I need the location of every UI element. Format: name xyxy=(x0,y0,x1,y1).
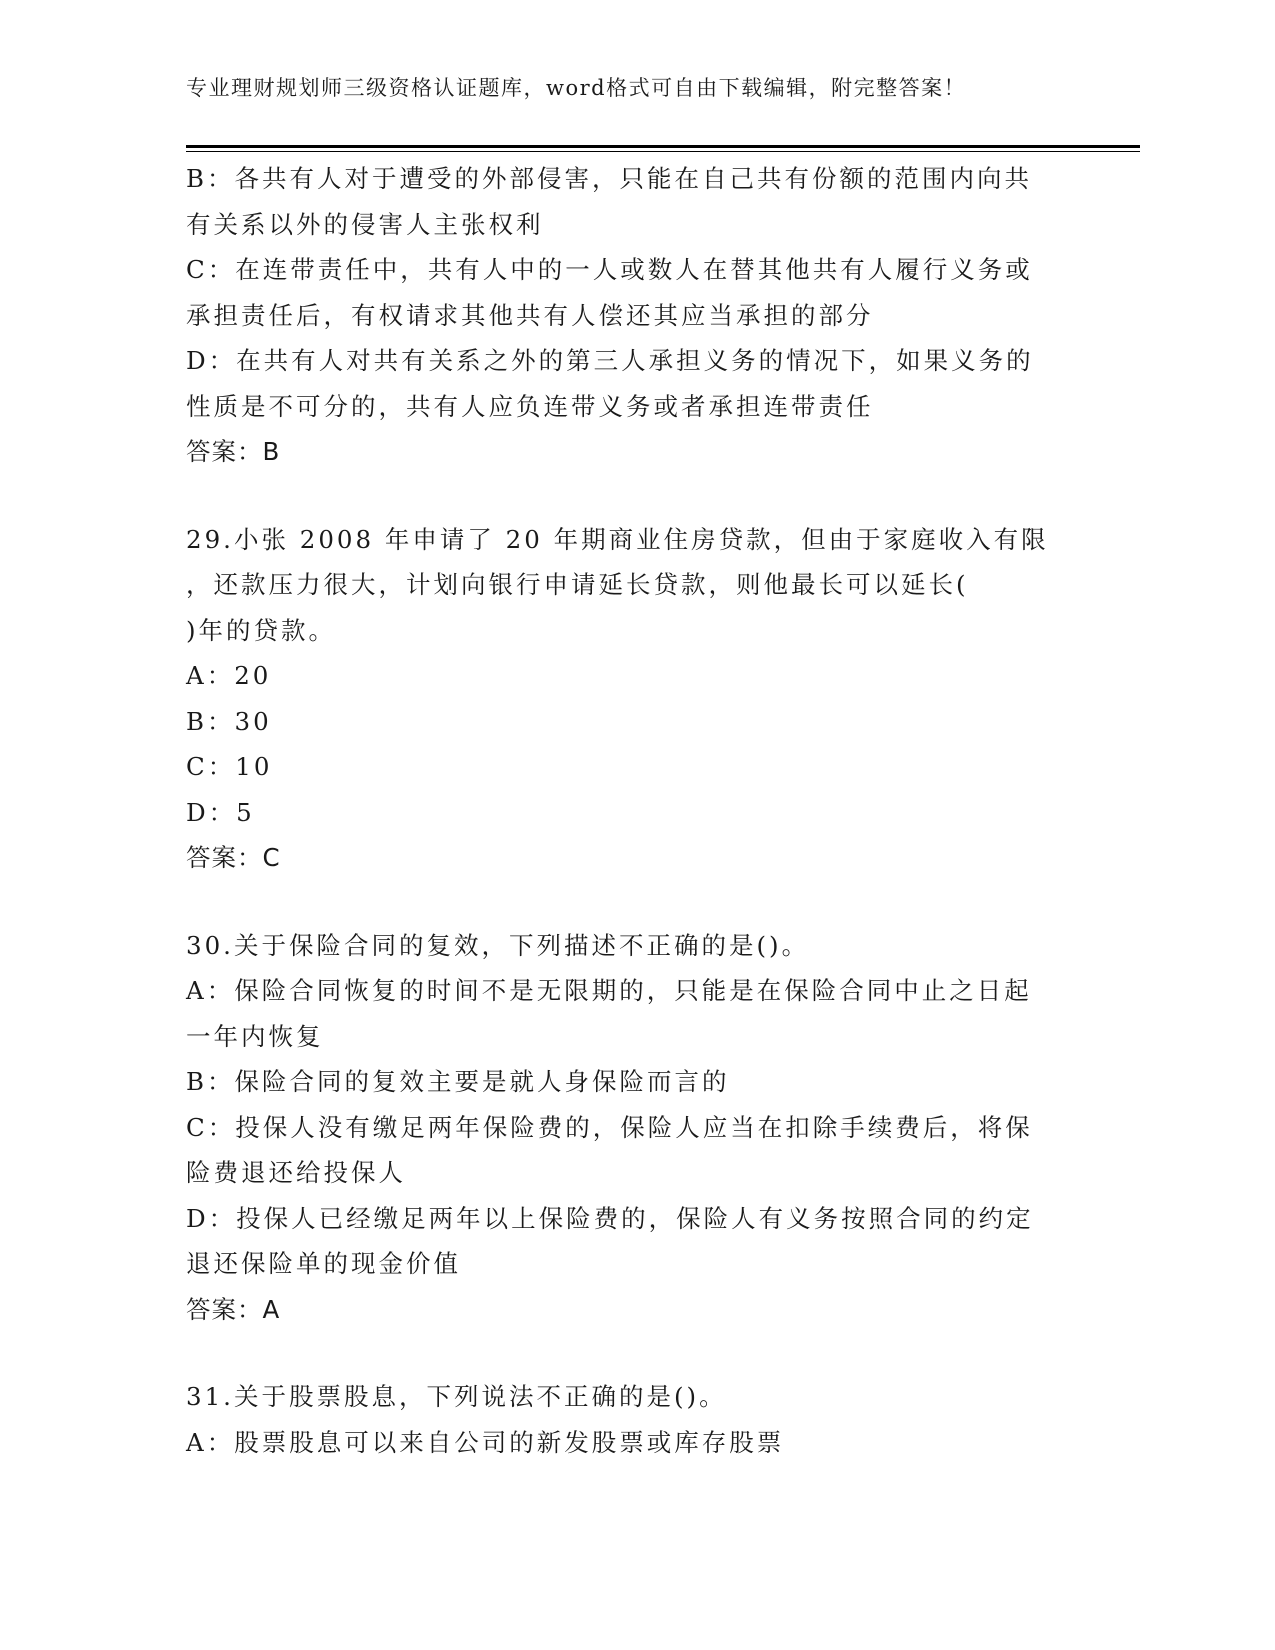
q28-option-c-line-2: 承担责任后，有权请求其他共有人偿还其应当承担的部分 xyxy=(186,300,874,330)
header-divider-thick xyxy=(186,145,1140,148)
q30-option-d-line-2: 退还保险单的现金价值 xyxy=(186,1249,461,1278)
q30-answer: 答案：A xyxy=(186,1294,281,1324)
question-28 xyxy=(186,156,1066,475)
q28-option-b-line-2: 有关系以外的侵害人主张权利 xyxy=(186,209,544,239)
q28-option-d-line-2: 性质是不可分的，共有人应负连带义务或者承担连带责任 xyxy=(186,391,874,421)
q28-option-b-line-1: B：各共有人对于遭受的外部侵害，只能在自己共有份额的范围内向共 xyxy=(186,164,1033,193)
q28-option-d-line-1: D：在共有人对共有关系之外的第三人承担义务的情况下，如果义务的 xyxy=(186,346,1034,375)
question-30 xyxy=(186,923,1066,1333)
question-gap xyxy=(186,881,1066,923)
q29-stem-line-1: 29.小张 2008 年申请了 20 年期商业住房贷款，但由于家庭收入有限 xyxy=(186,524,1049,554)
page-header: 专业理财规划师三级资格认证题库，word格式可自由下载编辑，附完整答案！ xyxy=(186,76,967,100)
header-divider-thin xyxy=(186,151,1140,152)
question-29 xyxy=(186,517,1066,881)
q28-answer: 答案：B xyxy=(186,437,281,466)
q29-stem-line-2: ，还款压力很大，计划向银行申请延长贷款，则他最长可以延长( xyxy=(186,570,969,599)
q29-option-d: D：5 xyxy=(186,797,255,827)
q30-option-a-line-2: 一年内恢复 xyxy=(186,1021,324,1051)
q30-option-d-line-1: D：投保人已经缴足两年以上保险费的，保险人有义务按照合同的约定 xyxy=(186,1203,1034,1233)
question-content xyxy=(186,156,1066,1465)
q31-stem: 31.关于股票股息，下列说法不正确的是()。 xyxy=(186,1382,727,1411)
q30-option-c-line-2: 险费退还给投保人 xyxy=(186,1158,406,1187)
q30-stem: 30.关于保险合同的复效，下列描述不正确的是()。 xyxy=(186,930,810,960)
q30-option-c-line-1: C：投保人没有缴足两年保险费的，保险人应当在扣除手续费后，将保 xyxy=(186,1112,1033,1142)
q29-option-c: C：10 xyxy=(186,752,273,781)
q29-option-a: A：20 xyxy=(186,661,272,690)
question-gap xyxy=(186,475,1066,517)
q30-option-b: B：保险合同的复效主要是就人身保险而言的 xyxy=(186,1067,730,1096)
q29-option-b: B：30 xyxy=(186,706,272,736)
q29-stem-line-3: )年的贷款。 xyxy=(186,615,337,645)
q30-option-a-line-1: A：保险合同恢复的时间不是无限期的，只能是在保险合同中止之日起 xyxy=(186,976,1032,1005)
q29-answer: 答案：C xyxy=(186,843,281,872)
q31-option-a: A：股票股息可以来自公司的新发股票或库存股票 xyxy=(186,1427,785,1457)
question-31 xyxy=(186,1374,1066,1465)
q28-option-c-line-1: C：在连带责任中，共有人中的一人或数人在替其他共有人履行义务或 xyxy=(186,255,1033,284)
question-gap xyxy=(186,1332,1066,1374)
